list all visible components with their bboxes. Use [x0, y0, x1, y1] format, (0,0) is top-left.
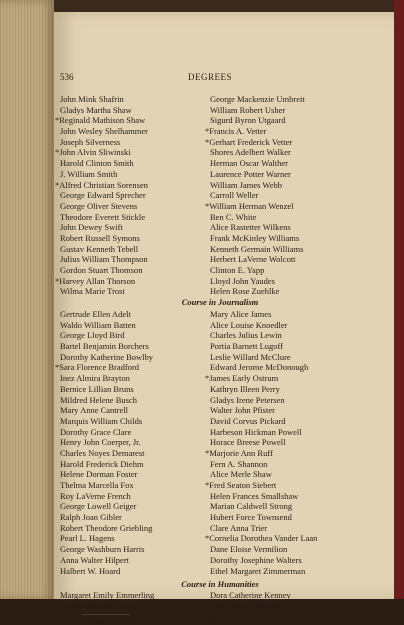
graduate-name: *Francis A. Vetter — [205, 126, 267, 137]
graduate-name: Shores Adelbert Walker — [210, 147, 291, 158]
graduate-name: George Edward Sprecher — [60, 190, 146, 201]
graduate-name: William Robert Usher — [210, 104, 286, 115]
graduate-name: Eleanor Bushnell Head — [60, 600, 139, 611]
graduate-name: J. William Smith — [60, 168, 118, 179]
graduate-name: Marian Caldwell Strong — [210, 501, 293, 512]
footnote: *Degree conferred since Commencement 1923. — [86, 614, 249, 625]
graduate-name: Laurence Potter Warner — [210, 168, 291, 179]
names-column-right — [210, 590, 380, 611]
graduate-name: Sigurd Byron Utgaard — [210, 115, 286, 126]
graduate-name: Herbert LaVerne Wolcott — [210, 254, 296, 265]
graduate-name: Dorothy Grace Clare — [60, 426, 132, 437]
graduate-name: Wilma Marie Trost — [60, 286, 125, 297]
graduate-name: Harbeson Hickman Powell — [210, 426, 302, 437]
graduate-name: *James Early Ostrum — [205, 373, 279, 384]
names-column-right — [205, 94, 380, 297]
graduate-name: Portia Barnett Lugoff — [210, 341, 284, 352]
graduate-name: Henry John Coerper, Jr. — [60, 437, 141, 448]
graduate-name: Robert Russell Symons — [60, 232, 140, 243]
graduate-name: Marquis William Childs — [60, 415, 143, 426]
graduate-name: Harold Clinton Smith — [60, 158, 134, 169]
graduate-name: Harold Frederick Diehm — [60, 458, 144, 469]
graduate-name: Roy LaVerne French — [60, 490, 131, 501]
graduate-name: Joseph Silverness — [60, 136, 121, 147]
graduate-name: Helen Rose Zuehlke — [210, 286, 280, 297]
graduate-name: Theodore Everett Stickle — [60, 211, 145, 222]
graduate-name: Bartel Benjamin Borchers — [60, 341, 149, 352]
graduate-name: Mary Anne Cantrell — [60, 405, 128, 416]
cover-edge — [394, 0, 404, 599]
graduate-name: Bernice Lillian Bruns — [60, 383, 134, 394]
graduate-name: Dane Eloise Vermilion — [210, 544, 288, 555]
graduate-name: *William Herman Wenzel — [205, 200, 294, 211]
graduate-name: *Fred Seaton Siebert — [205, 480, 277, 490]
graduate-name: Fern A. Shannon — [210, 458, 268, 469]
graduate-name: Gordon Stuart Thomson — [60, 265, 143, 275]
graduate-name: George Washburn Harris — [60, 544, 145, 555]
graduate-name: Ben C. White — [210, 211, 257, 222]
graduate-name: Anna Walter Hilpert — [60, 554, 130, 565]
graduate-name: Mildred Helene Busch — [60, 394, 137, 405]
section-heading-humanities: Course in Humanities — [181, 578, 259, 589]
graduate-name: *Harvey Allan Thorson — [55, 275, 136, 286]
graduate-name: *Cornelia Dorothea Vander Laan — [205, 533, 318, 544]
graduate-name: George Mackenzie Umbreit — [210, 94, 305, 104]
graduate-name: Gustav Kenneth Tebell — [60, 243, 139, 254]
graduate-name: Herman Oscar Walther — [210, 158, 288, 169]
graduate-name: Helene Dorman Foster — [60, 469, 138, 480]
graduate-name: Ralph Joan Gibler — [60, 512, 122, 523]
graduate-name: Pearl L. Hagens — [60, 533, 115, 544]
section-heading-journalism: Course in Journalism — [181, 297, 259, 307]
graduate-name: David Corvus Pickard — [210, 415, 286, 426]
graduate-name: Walter John Pfister — [210, 405, 275, 416]
graduate-name: Frank McKinley Williams — [210, 232, 300, 243]
graduate-name: Margaret Emily Emmerling — [60, 589, 155, 600]
graduate-name: John Wesley Shelhammer — [60, 126, 148, 137]
graduate-name: Julius William Thompson — [60, 254, 148, 265]
graduate-name: Gladys Martha Shaw — [60, 104, 132, 115]
names-column-left — [55, 94, 210, 297]
names-column-right — [205, 309, 380, 576]
graduate-name: Dora Catherine Kenney — [210, 589, 291, 600]
page-number: 536 — [60, 72, 74, 82]
names-column-left — [60, 590, 210, 611]
graduate-name: Charles Julius Lewin — [210, 330, 282, 341]
graduate-name: Lloyd John Yaudes — [210, 275, 275, 286]
graduate-name: George Oliver Stevens — [60, 200, 138, 211]
graduate-name: Inez Almira Brayton — [60, 373, 130, 384]
graduate-name: Ethel Margaret Zimmerman — [210, 565, 306, 576]
graduate-name: Hubert Force Townsend — [210, 512, 292, 523]
graduate-name: Susie Mary Sullivan — [210, 600, 280, 611]
graduate-name: John Dewey Swift — [60, 222, 123, 233]
graduate-name: Alice Rastetter Wilkens — [210, 222, 291, 233]
graduate-name: Charles Noyes Demarest — [60, 447, 145, 458]
graduate-name: Gertrude Ellen Adelt — [60, 309, 131, 319]
graduate-name: Dorothy Katherine Bowlby — [60, 351, 154, 362]
graduate-name: Alice Louise Knoedler — [210, 319, 288, 330]
graduate-name: Robert Theodore Griebling — [60, 522, 153, 533]
graduate-name: Waldo William Batten — [60, 319, 136, 330]
graduate-name: Clinton E. Yapp — [210, 265, 265, 275]
names-column-left — [55, 309, 210, 576]
graduate-name: *John Alvin Sliwinski — [55, 147, 131, 158]
graduate-name: Edward Jerome McDonough — [210, 362, 309, 373]
page-edges — [0, 0, 54, 599]
graduate-name: Kenneth Germain Williams — [210, 243, 304, 254]
graduate-name: Halbert W. Hoard — [60, 565, 121, 576]
graduate-name: William James Webb — [210, 179, 282, 190]
graduate-name: *Alfred Christian Sorensen — [55, 179, 149, 190]
graduate-name: Thelma Marcella Fox — [60, 480, 134, 490]
graduate-name: *Reginald Mathison Shaw — [55, 115, 146, 126]
graduate-name: John Mink Shafrin — [60, 94, 124, 104]
graduate-name: Horace Breese Powell — [210, 437, 286, 448]
graduate-name: Dorothy Josephine Walters — [210, 554, 302, 565]
graduate-name: Gladys Irene Petersen — [210, 394, 285, 405]
graduate-name: George Lowell Geiger — [60, 501, 137, 512]
graduate-name: Carroll Weller — [210, 190, 259, 201]
graduate-name: Mary Alice James — [210, 309, 272, 319]
graduate-name: Kathryn Illeen Perry — [210, 383, 280, 394]
graduate-name: *Sara Florence Bradford — [55, 362, 140, 373]
graduate-name: George Lloyd Bird — [60, 330, 125, 341]
graduate-name: Leslie Willard McClure — [210, 351, 291, 362]
graduate-name: Clare Anna Trier — [210, 522, 268, 533]
page-header — [60, 72, 380, 84]
page-title: DEGREES — [188, 72, 232, 82]
graduate-name: *Marjorie Ann Ruff — [205, 447, 273, 458]
graduate-name: *Gerhart Frederick Vetter — [205, 136, 293, 147]
graduate-name: Alice Merle Shaw — [210, 469, 272, 480]
graduate-name: Helen Frances Smallshaw — [210, 490, 299, 501]
